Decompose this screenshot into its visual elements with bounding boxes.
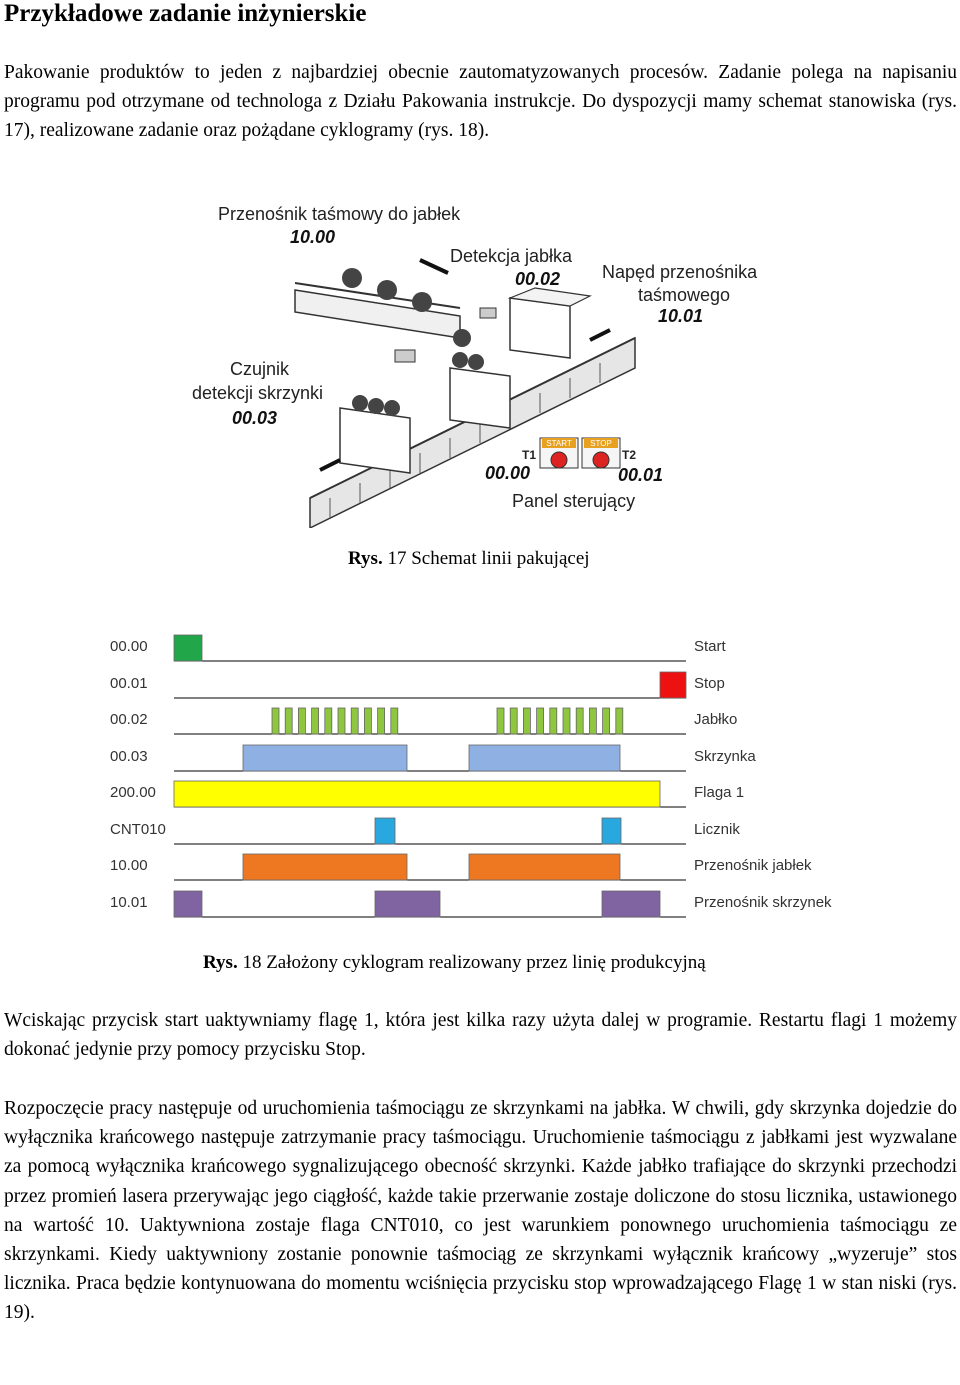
figure-18-caption: Rys. 18 Założony cyklogram realizowany przez linię produkcyjną bbox=[203, 952, 706, 973]
conveyor-apples-code: 10.00 bbox=[290, 227, 336, 247]
control-panel-label: Panel sterujący bbox=[512, 491, 636, 511]
signal-pulse-00-02 bbox=[378, 708, 385, 734]
figure-17-schematic bbox=[180, 198, 800, 528]
signal-name: Flaga 1 bbox=[694, 784, 745, 801]
signal-pulse-00-02 bbox=[351, 708, 358, 734]
signal-address: 10.01 bbox=[110, 894, 148, 911]
signal-name: Skrzynka bbox=[694, 748, 756, 765]
page-title: Przykładowe zadanie inżynierskie bbox=[4, 0, 367, 27]
signal-pulse-00-02 bbox=[338, 708, 345, 734]
signal-name: Jabłko bbox=[694, 711, 738, 728]
signal-name: Przenośnik skrzynek bbox=[694, 894, 832, 911]
signal-address: 00.03 bbox=[110, 748, 148, 765]
signal-address: 10.00 bbox=[110, 857, 148, 874]
intro-paragraph: Pakowanie produktów to jeden z najbardziej obecnie zautomatyzowanych procesów. Zadanie polega na napisaniu programu pod otrzymane od technologa z Działu Pakowania instrukcje. Do dyspozycji mamy schemat stanowiska (rys. 17), realizowane zadanie oraz pożądane cyklogramy (rys. 18). bbox=[4, 62, 957, 142]
signal-name: Przenośnik jabłek bbox=[694, 857, 812, 874]
box-sensor-label-line1: Czujnik bbox=[230, 359, 290, 379]
figure-18-cyclogram bbox=[0, 628, 960, 928]
signal-name: Licznik bbox=[694, 821, 740, 838]
signal-pulse-CNT010 bbox=[375, 818, 395, 844]
signal-pulse-00-02 bbox=[364, 708, 371, 734]
signal-pulse-00-02 bbox=[272, 708, 279, 734]
signal-pulse-00-02 bbox=[497, 708, 504, 734]
signal-address: 200.00 bbox=[110, 784, 156, 801]
signal-pulse-10-01 bbox=[602, 891, 660, 917]
signal-pulse-00-02 bbox=[563, 708, 570, 734]
stop-button-label: STOP bbox=[590, 439, 612, 448]
signal-pulse-00-02 bbox=[391, 708, 398, 734]
signal-address: 00.01 bbox=[110, 675, 148, 692]
signal-name: Start bbox=[694, 638, 726, 655]
box-sensor-code: 00.03 bbox=[232, 408, 278, 428]
signal-address: 00.02 bbox=[110, 711, 148, 728]
signal-pulse-00-02 bbox=[285, 708, 292, 734]
box-sensor-label-line2: detekcji skrzynki bbox=[192, 383, 324, 403]
signal-address: CNT010 bbox=[110, 821, 166, 838]
signal-pulse-200-00 bbox=[174, 781, 660, 807]
cyclogram-chart bbox=[0, 628, 960, 928]
signal-pulse-CNT010 bbox=[602, 818, 621, 844]
signal-pulse-00-02 bbox=[523, 708, 530, 734]
signal-pulse-00-02 bbox=[589, 708, 596, 734]
drive-code: 10.01 bbox=[658, 306, 704, 326]
signal-pulse-00-03 bbox=[469, 745, 620, 771]
conveyor-apples-label: Przenośnik taśmowy do jabłek bbox=[218, 204, 461, 224]
t1-code: 00.00 bbox=[485, 463, 531, 483]
signal-pulse-00-02 bbox=[603, 708, 610, 734]
signal-pulse-00-02 bbox=[537, 708, 544, 734]
signal-pulse-00-02 bbox=[510, 708, 517, 734]
signal-pulse-00-02 bbox=[312, 708, 319, 734]
drive-label-line1: Napęd przenośnika bbox=[602, 262, 758, 282]
signal-pulse-10-01 bbox=[375, 891, 440, 917]
t2-label: T2 bbox=[622, 448, 637, 462]
t1-label: T1 bbox=[522, 448, 537, 462]
signal-pulse-00-01 bbox=[660, 672, 686, 698]
signal-pulse-00-02 bbox=[576, 708, 583, 734]
signal-pulse-00-02 bbox=[550, 708, 557, 734]
paragraph-start-flag: Wciskając przycisk start uaktywniamy flagę 1, która jest kilka razy użyta dalej w programie. Restartu flagi 1 możemy dokonać jedynie przy pomocy przycisku Stop. bbox=[4, 1010, 957, 1061]
t2-code: 00.01 bbox=[618, 465, 664, 485]
signal-pulse-00-00 bbox=[174, 635, 202, 661]
signal-pulse-00-02 bbox=[298, 708, 305, 734]
paragraph-description: Rozpoczęcie pracy następuje od uruchomienia taśmociągu ze skrzynkami na jabłka. W chwili, gdy skrzynka dojedzie do wyłącznika krańcowego następuje zatrzymanie pracy taśmociągu. Uruchomienie taśmociągu z jabłkami jest wyzwalane za pomocą wyłącznika krańcowego sygnalizującego obecność skrzynki. Każde jabłko trafiające do skrzynki przechodzi przez promień lasera przerywając jego ciągłość, każde takie przerwanie zostaje doliczone do stosu licznika, ustawionego na wartość 10. Uaktywniona zostaje flaga CNT010, co jest warunkiem ponownego uruchomienia taśmociągu ze skrzynkami. Kiedy uaktywniony zostanie ponownie taśmociąg ze skrzynkami wyłącznik krańcowy „wyzeruje” stos licznika. Praca będzie kontynuowana do momentu wciśnięcia przycisku stop wprowadzającego Flagę 1 w stan niski (rys. 19). bbox=[4, 1098, 957, 1324]
signal-name: Stop bbox=[694, 675, 725, 692]
signal-pulse-00-03 bbox=[243, 745, 407, 771]
signal-pulse-10-00 bbox=[243, 854, 407, 880]
signal-pulse-00-02 bbox=[616, 708, 623, 734]
signal-address: 00.00 bbox=[110, 638, 148, 655]
apple-detect-code: 00.02 bbox=[515, 269, 561, 289]
drive-label-line2: taśmowego bbox=[638, 285, 731, 305]
start-button-label: START bbox=[546, 439, 572, 448]
signal-pulse-00-02 bbox=[325, 708, 332, 734]
apple-detect-label: Detekcja jabłka bbox=[450, 246, 573, 266]
signal-pulse-10-00 bbox=[469, 854, 620, 880]
signal-pulse-10-01 bbox=[174, 891, 202, 917]
figure-17-caption: Rys. 17 Schemat linii pakującej bbox=[348, 548, 590, 569]
